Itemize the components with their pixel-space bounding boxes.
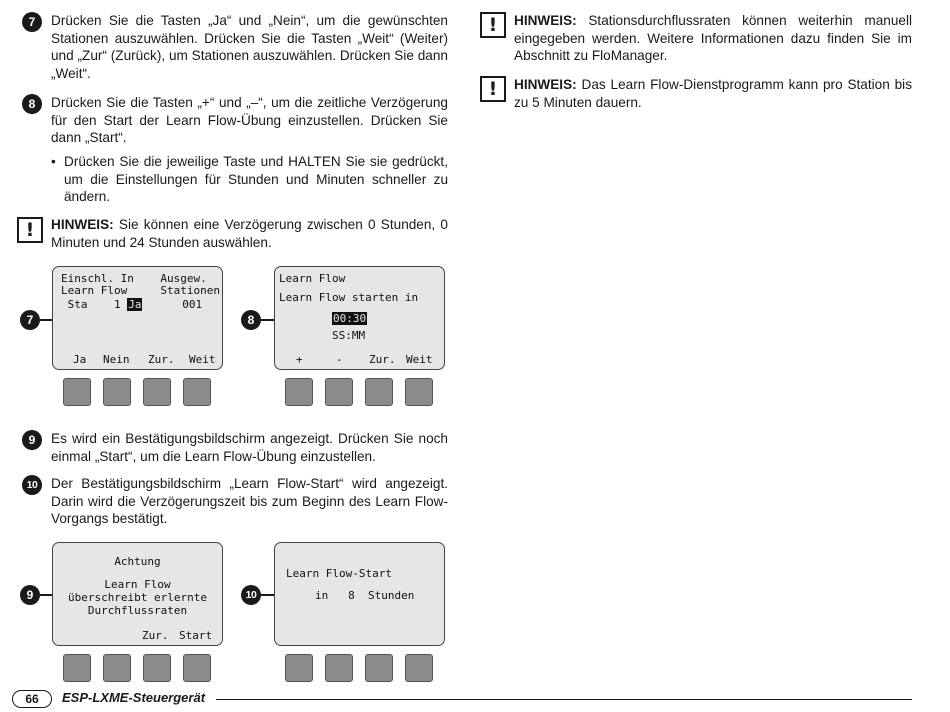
screen-line: in 8 Stunden <box>315 589 415 602</box>
note-1-label: HINWEIS: <box>51 217 114 232</box>
controller-screen-9 <box>52 542 223 646</box>
softkey-label: Zur. <box>142 629 169 642</box>
button-row <box>285 378 433 406</box>
callout-line <box>40 319 52 321</box>
soft-button-3[interactable] <box>365 654 393 682</box>
station-label: Sta 1 <box>61 298 128 311</box>
footer-rule <box>216 699 912 700</box>
callout-number-10: 10 <box>241 585 261 605</box>
callout-line <box>261 594 274 596</box>
softkey-label: Zur. <box>369 353 396 366</box>
screen-line: Achtung <box>114 555 161 568</box>
softkey-label: Nein <box>103 353 130 366</box>
soft-button-3[interactable] <box>365 378 393 406</box>
note-2-text: Stationsdurchflussraten können weiterhin manuell eingegeben werden. Weitere Informationen dazu finden Sie im Abschnitt zu FloManager. <box>514 13 912 64</box>
button-row <box>63 654 211 682</box>
callout-number-9: 9 <box>20 585 40 605</box>
screen-line: Einschl. In Ausgew. <box>61 272 207 285</box>
note-1 <box>51 216 448 251</box>
screen-line: Learn Flow <box>104 578 171 591</box>
controller-screen-8 <box>274 266 445 370</box>
softkey-label: + <box>296 353 303 366</box>
screen-line: Learn Flow Stationen <box>61 284 220 297</box>
selected-value: Ja <box>128 298 142 311</box>
controller-screen-10 <box>274 542 445 646</box>
footer-title: ESP-LXME-Steuergerät <box>62 690 206 705</box>
step-10-text: Der Bestätigungsbildschirm „Learn Flow-Start“ wird angezeigt. Darin wird die Verzögerungszeit bis zum Beginn des Learn Flow-Vorgangs bestätigt. <box>51 476 448 527</box>
step-number-8: 8 <box>22 94 42 114</box>
station-count: 001 <box>142 298 203 311</box>
delay-time-value: 00:30 <box>333 312 367 325</box>
note-1-text: Sie können eine Verzögerung zwischen 0 Stunden, 0 Minuten und 24 Stunden auswählen. <box>51 217 448 250</box>
callout-line <box>40 594 52 596</box>
step-7-text: Drücken Sie die Tasten „Ja“ und „Nein“, um die gewünschten Stationen auszuwählen. Drücken Sie die Tasten „Weit“ (Weiter) und „Zur“ (Zurück), um Stationen auszuwählen. Drücken Sie dann „Weit“. <box>51 13 448 81</box>
step-8-bullet-dot: • <box>51 154 56 169</box>
screen-line: Learn Flow <box>279 272 346 285</box>
soft-button-1[interactable] <box>63 654 91 682</box>
page-number: 66 <box>12 690 52 708</box>
softkey-label: Weit <box>189 353 216 366</box>
screen-line: überschreibt erlernte <box>67 591 208 604</box>
softkey-label: Zur. <box>148 353 175 366</box>
soft-button-1[interactable] <box>63 378 91 406</box>
callout-line <box>261 319 274 321</box>
soft-button-2[interactable] <box>325 654 353 682</box>
callout-number-8: 8 <box>241 310 261 330</box>
screen-line: Learn Flow starten in <box>279 291 419 304</box>
step-8-text: Drücken Sie die Tasten „+“ und „–“, um die zeitliche Verzögerung für den Start der Learn Flow-Übung einzustellen. Drücken Sie dann „Start“. <box>51 95 448 146</box>
soft-button-4[interactable] <box>183 378 211 406</box>
step-number-7: 7 <box>22 12 42 32</box>
softkey-label: Ja <box>73 353 87 366</box>
screen-line <box>61 298 202 311</box>
soft-button-4[interactable] <box>183 654 211 682</box>
button-row <box>285 654 433 682</box>
button-row <box>63 378 211 406</box>
soft-button-2[interactable] <box>103 378 131 406</box>
softkey-label: - <box>336 353 343 366</box>
exclamation-icon: ! <box>480 76 506 102</box>
softkey-label: Start <box>179 629 213 642</box>
softkey-label: Weit <box>406 353 433 366</box>
soft-button-2[interactable] <box>325 378 353 406</box>
note-2 <box>514 12 912 65</box>
screen-line: Durchflussraten <box>87 604 188 617</box>
controller-screen-7 <box>52 266 223 370</box>
screen-line: Learn Flow-Start <box>286 567 392 580</box>
step-number-10: 10 <box>22 475 42 495</box>
step-8-bullet-text: Drücken Sie die jeweilige Taste und HALTEN Sie sie gedrückt, um die Einstellungen für Stunden und Minuten schneller zu ändern. <box>64 154 448 205</box>
delay-time <box>332 312 367 325</box>
step-9-text: Es wird ein Bestätigungsbildschirm angezeigt. Drücken Sie noch einmal „Start“, um die Learn Flow-Übung einzustellen. <box>51 431 448 464</box>
note-3-label: HINWEIS: <box>514 77 577 92</box>
exclamation-icon: ! <box>480 12 506 38</box>
soft-button-1[interactable] <box>285 378 313 406</box>
soft-button-3[interactable] <box>143 378 171 406</box>
soft-button-1[interactable] <box>285 654 313 682</box>
note-2-label: HINWEIS: <box>514 13 577 28</box>
step-number-9: 9 <box>22 430 42 450</box>
soft-button-4[interactable] <box>405 378 433 406</box>
note-3 <box>514 76 912 111</box>
soft-button-3[interactable] <box>143 654 171 682</box>
callout-number-7: 7 <box>20 310 40 330</box>
soft-button-4[interactable] <box>405 654 433 682</box>
note-3-text: Das Learn Flow-Dienstprogramm kann pro Station bis zu 5 Minuten dauern. <box>514 77 912 110</box>
exclamation-icon: ! <box>17 217 43 243</box>
soft-button-2[interactable] <box>103 654 131 682</box>
time-format: SS:MM <box>332 329 366 342</box>
